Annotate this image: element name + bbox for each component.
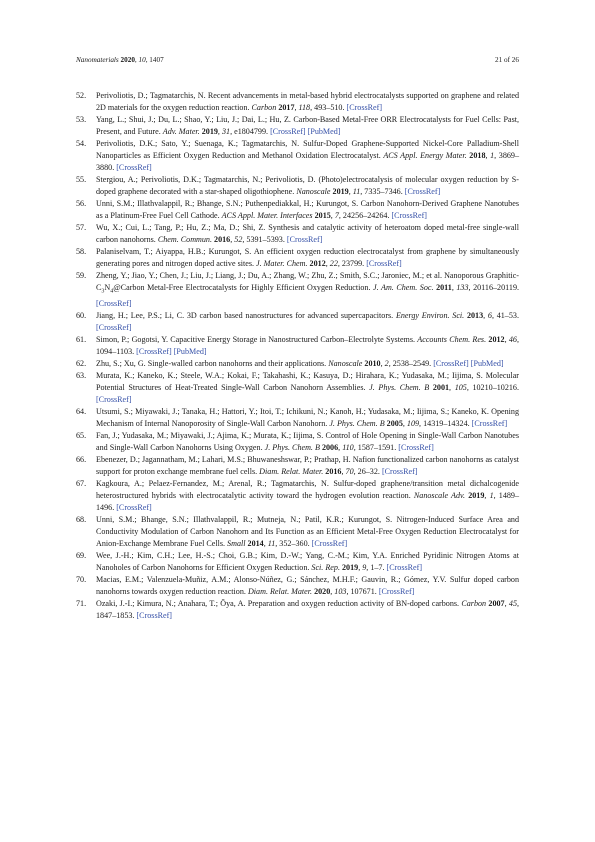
- reference-text: 1: [490, 151, 495, 160]
- reference-text: Nanoscale: [328, 358, 363, 368]
- reference-number: 62.: [76, 358, 87, 368]
- reference-number: 57.: [76, 223, 87, 232]
- reference-text: 2014: [247, 538, 264, 548]
- reference-text: Palaniselvam, T.; Aiyappa, H.B.; Kurungot, S. An efficient oxygen reduction electrocatalyst from graphene by simultaneously generating pores and nitrogen doped active sites.: [96, 247, 519, 268]
- reference-item: [76, 334, 519, 358]
- pubmed-link[interactable]: [PubMed]: [173, 346, 207, 356]
- reference-text: N: [104, 283, 111, 292]
- crossref-link[interactable]: [CrossRef]: [366, 259, 402, 268]
- reference-text: 109: [406, 418, 420, 428]
- crossref-link[interactable]: [CrossRef]: [286, 235, 323, 244]
- reference-text: Wee, J.-H.; Kim, C.H.; Lee, H.-S.; Choi, G.B.; Kim, D.-W.; Yang, C.-M.; Kim, Y.A. Enriched Pyridinic Nitrogen Atoms at Nanoholes of Carbon Nanohorns for Efficient Oxygen Reduction.: [96, 550, 519, 572]
- reference-text: ,: [484, 490, 490, 500]
- reference-text: ,: [504, 598, 509, 608]
- reference-text: ,: [217, 127, 222, 136]
- reference-text: , 23799.: [337, 259, 367, 268]
- reference-text: 118: [298, 103, 311, 112]
- subscript: 3: [101, 288, 105, 295]
- journal-name: Nanomaterials: [76, 56, 119, 64]
- reference-text: 2005: [386, 418, 403, 428]
- running-header: Nanomaterials 2020, 10, 1407: [76, 56, 164, 64]
- page-number: 21 of 26: [495, 56, 519, 64]
- crossref-link[interactable]: [CrossRef]: [96, 298, 132, 308]
- reference-text: 1: [489, 490, 494, 500]
- reference-text: Small: [227, 538, 246, 548]
- reference-text: 2016: [325, 466, 342, 476]
- reference-number: 67.: [76, 478, 87, 488]
- reference-item: [76, 454, 519, 478]
- crossref-link[interactable]: [CrossRef]: [398, 442, 434, 452]
- reference-text: 2012: [488, 334, 505, 344]
- crossref-link[interactable]: [CrossRef]: [386, 562, 423, 572]
- reference-text: , 1094–1103.: [96, 334, 519, 356]
- reference-text: Kagkoura, A.; Pelaez-Fernandez, M.; Arenal, R.; Tagmatarchis, N. Sulfur-doped graphene/transition metal dichalcogenide heterostructured hybrids with electrocatalytic activity toward the hydrogen evolution reaction.: [96, 478, 519, 500]
- reference-text: ,: [325, 259, 330, 268]
- reference-item: [76, 246, 519, 270]
- reference-text: ,: [358, 562, 363, 572]
- crossref-link[interactable]: [CrossRef]: [378, 586, 415, 596]
- reference-text: , 1587–1591.: [353, 442, 399, 452]
- reference-item: [76, 598, 519, 622]
- reference-text: Adv. Mater.: [162, 127, 200, 136]
- reference-text: 6: [487, 310, 492, 320]
- reference-text: ,: [341, 466, 346, 476]
- reference-text: ,: [294, 103, 299, 112]
- reference-item: [76, 222, 519, 246]
- reference-text: ,: [402, 418, 407, 428]
- reference-text: 22: [329, 259, 338, 268]
- reference-text: , 26–32.: [353, 466, 382, 476]
- reference-text: 45: [508, 598, 517, 608]
- crossref-link[interactable]: [CrossRef]: [136, 610, 172, 620]
- reference-text: 2013: [466, 310, 484, 320]
- reference-text: 2: [384, 358, 389, 368]
- reference-text: Utsumi, S.; Miyawaki, J.; Tanaka, H.; Hattori, Y.; Itoi, T.; Ichikuni, N.; Kanoh, H.; Yudasaka, M.; Iijima, S.; Kaneko, K. Opening Mechanism of Internal Nanoporosity of Single-Wall Carbon Nanohorn.: [96, 406, 519, 428]
- reference-text: 2006: [321, 442, 339, 452]
- reference-text: Perivoliotis, D.K.; Sato, Y.; Suenaga, K.; Tagmatarchis, N. Sulfur-Doped Graphene-Supported Nickel-Core Palladium-Shell Nanoparticles as Efficient Oxygen Reduction and Methanol Oxidation Electrocatalyst.: [96, 139, 519, 160]
- reference-text: Energy Environ. Sci.: [395, 310, 465, 320]
- reference-text: Nanoscale: [296, 187, 331, 196]
- reference-text: ,: [485, 151, 491, 160]
- reference-text: , 352–360.: [275, 538, 312, 548]
- reference-number: 52.: [76, 91, 87, 100]
- reference-item: [76, 270, 519, 310]
- reference-text: 2011: [436, 283, 452, 292]
- reference-text: 9: [362, 562, 367, 572]
- reference-text: , 1489–1496.: [96, 490, 520, 512]
- crossref-link[interactable]: [CrossRef]: [346, 103, 383, 112]
- reference-item: [76, 550, 519, 574]
- reference-text: , 14319–14324.: [419, 418, 472, 428]
- reference-text: , 24256–24264.: [338, 211, 392, 220]
- reference-number: 56.: [76, 199, 87, 208]
- reference-text: Unni, S.M.; Bhange, S.N.; Illathvalappil, R.; Mutneja, N.; Patil, K.R.; Kurungot, S. Nitrogen-Induced Surface Area and Conductivity Modulation of Carbon Nanohorn and Its Function as an Efficient Metal-Free Oxygen Reduction Electrocatalyst for Anion-Exchange Membrane Fuel Cells.: [96, 514, 519, 548]
- reference-text: , 41–53.: [491, 310, 519, 320]
- reference-text: Simon, P.; Gogotsi, Y. Capacitive Energy Storage in Nanostructured Carbon–Electrolyte Systems.: [96, 334, 418, 344]
- reference-text: Chem. Commun.: [157, 235, 212, 244]
- reference-number: 60.: [76, 310, 87, 320]
- crossref-link[interactable]: [CrossRef]: [96, 394, 132, 404]
- reference-text: J. Mater. Chem.: [256, 259, 308, 268]
- reference-text: Ebenezer, D.; Jagannatham, M.; Lahari, M.S.; Bhuwaneshswar, P.; Prathap, H. Nafion functionalized carbon nanohorns as catalyst support for proton exchange membrane fuel cells.: [96, 454, 519, 476]
- reference-text: Diam. Relat. Mater.: [259, 466, 324, 476]
- reference-text: ,: [380, 358, 385, 368]
- reference-text: ACS Appl. Energy Mater.: [383, 151, 467, 160]
- reference-text: ,: [230, 235, 235, 244]
- reference-text: , 1–7.: [366, 562, 387, 572]
- reference-text: Jiang, H.; Lee, P.S.; Li, C. 3D carbon based nanostructures for advanced supercapacitors.: [96, 310, 396, 320]
- reference-text: , 7335–7346.: [360, 187, 405, 196]
- reference-text: Perivoliotis, D.; Tagmatarchis, N. Recent advancements in metal-based hybrid electrocatalysts supported on graphene and related 2D materials for the oxygen reduction reaction.: [96, 91, 519, 112]
- reference-text: 2019: [342, 562, 359, 572]
- reference-text: 11: [352, 187, 361, 196]
- reference-item: [76, 198, 519, 222]
- reference-number: 58.: [76, 247, 87, 256]
- journal-year: 2020: [120, 56, 135, 64]
- reference-text: , 107671.: [346, 586, 379, 596]
- crossref-link[interactable]: [CrossRef]: [270, 127, 306, 136]
- reference-item: [76, 370, 519, 406]
- reference-text: ,: [504, 334, 509, 344]
- crossref-link[interactable]: [CrossRef]: [96, 322, 132, 332]
- reference-text: Unni, S.M.; Illathvalappil, R.; Bhange, S.N.; Puthenpediakkal, H.; Kurungot, S. Carbon Nanohorn-Derived Graphene Nanotubes as a Platinum-Free Fuel Cell Cathode.: [96, 199, 519, 220]
- pubmed-link[interactable]: [PubMed]: [470, 358, 504, 368]
- reference-text: 103: [334, 586, 347, 596]
- crossref-link[interactable]: [CrossRef]: [311, 538, 348, 548]
- reference-text: ACS Appl. Mater. Interfaces: [221, 211, 313, 220]
- reference-item: [76, 478, 519, 514]
- reference-text: 133: [456, 283, 469, 292]
- reference-number: 66.: [76, 454, 87, 464]
- pubmed-link[interactable]: [PubMed]: [307, 127, 341, 136]
- reference-number: 53.: [76, 115, 87, 124]
- reference-text: ,: [348, 187, 353, 196]
- reference-text: , 5391–5393.: [242, 235, 287, 244]
- reference-item: [76, 174, 519, 198]
- article-number: 1407: [149, 56, 164, 64]
- reference-text: ,: [338, 442, 343, 452]
- reference-number: 68.: [76, 514, 87, 524]
- reference-text: Nanoscale Adv.: [413, 490, 466, 500]
- reference-text: 2019: [468, 490, 485, 500]
- reference-item: [76, 114, 519, 138]
- reference-text: 2019: [201, 127, 218, 136]
- reference-text: J. Phys. Chem. B: [369, 382, 430, 392]
- reference-text: 2012: [309, 259, 326, 268]
- reference-text: Zhu, S.; Xu, G. Single-walled carbon nanohorns and their applications.: [96, 358, 329, 368]
- reference-text: 2001: [432, 382, 450, 392]
- reference-text: 105: [454, 382, 467, 392]
- reference-text: 110: [342, 442, 354, 452]
- crossref-link[interactable]: [CrossRef]: [433, 358, 469, 368]
- reference-text: Yang, L.; Shui, J.; Du, L.; Shao, Y.; Liu, J.; Dai, L.; Hu, Z. Carbon-Based Metal-Free ORR Electrocatalysts for Fuel Cells: Past, Present, and Future.: [96, 115, 519, 136]
- journal-volume: 10: [138, 56, 146, 64]
- reference-list: [76, 90, 519, 622]
- reference-text: ,: [483, 310, 488, 320]
- crossref-link[interactable]: [CrossRef]: [391, 211, 428, 220]
- crossref-link[interactable]: [CrossRef]: [116, 163, 152, 172]
- crossref-link[interactable]: [CrossRef]: [136, 346, 172, 356]
- reference-text: Murata, K.; Kaneko, K.; Steele, W.A.; Kokai, F.; Takahashi, K.; Kasuya, D.; Hirahara, K.; Yudasaka, M.; Iijima, S. Molecular Potential Structures of Heat-Treated Single-Wall Carbon Nanohorn Assemblies.: [96, 370, 519, 392]
- reference-text: J. Phys. Chem. B: [329, 418, 385, 428]
- reference-text: Accounts Chem. Res.: [417, 334, 487, 344]
- reference-text: , 3869–3880.: [96, 151, 520, 172]
- reference-number: 63.: [76, 370, 87, 380]
- reference-item: [76, 138, 519, 174]
- reference-item: [76, 574, 519, 598]
- reference-text: Macias, E.M.; Valenzuela-Muñiz, A.M.; Alonso-Núñez, G.; Sánchez, M.H.F.; Gauvin, R.; Gómez, Y.V. Sulfur doped carbon nanohorns towards oxygen reduction reaction.: [96, 574, 519, 596]
- reference-text: Wu, X.; Cui, L.; Tang, P.; Hu, Z.; Ma, D.; Shi, Z. Synthesis and catalytic activity of heteroatom doped metal-free single-wall carbon nanohorns.: [96, 223, 519, 244]
- reference-text: 31: [221, 127, 231, 136]
- reference-number: 69.: [76, 550, 87, 560]
- reference-text: @Carbon Metal-Free Electrocatalysts for Highly Efficient Oxygen Reduction.: [113, 283, 374, 292]
- reference-number: 54.: [76, 139, 87, 148]
- crossref-link[interactable]: [CrossRef]: [116, 502, 152, 512]
- reference-text: ,: [263, 538, 268, 548]
- reference-text: ,: [449, 382, 455, 392]
- reference-text: 11: [267, 538, 276, 548]
- reference-text: , 493–510.: [310, 103, 347, 112]
- reference-text: , e1804799.: [230, 127, 271, 136]
- reference-text: Diam. Relat. Mater.: [247, 586, 313, 596]
- reference-number: 71.: [76, 598, 87, 608]
- reference-item: [76, 358, 519, 370]
- reference-text: , 10210–10216.: [466, 382, 520, 392]
- reference-item: [76, 406, 519, 430]
- reference-text: Zheng, Y.; Jiao, Y.; Chen, J.; Liu, J.; Liang, J.; Du, A.; Zhang, W.; Zhu, Z.; Smith, S.C.; Jaroniec, M.; et al. Nanoporous Graphitic-C: [96, 271, 519, 292]
- reference-number: 59.: [76, 271, 87, 280]
- reference-item: [76, 90, 519, 114]
- crossref-link[interactable]: [CrossRef]: [404, 187, 441, 196]
- reference-text: 2018: [469, 151, 486, 160]
- reference-item: [76, 514, 519, 550]
- reference-text: ,: [330, 586, 335, 596]
- reference-text: , 2538–2549.: [388, 358, 434, 368]
- reference-text: J. Am. Chem. Soc.: [373, 283, 434, 292]
- reference-text: 2016: [214, 235, 231, 244]
- crossref-link[interactable]: [CrossRef]: [381, 466, 418, 476]
- reference-number: 64.: [76, 406, 87, 416]
- reference-text: 2020: [314, 586, 331, 596]
- reference-item: [76, 430, 519, 454]
- reference-text: Ozaki, J.-I.; Kimura, N.; Anahara, T.; Ōya, A. Preparation and oxygen reduction activity of BN-doped carbons.: [96, 598, 462, 608]
- reference-text: 2015: [314, 211, 331, 220]
- reference-number: 55.: [76, 175, 87, 184]
- reference-text: 7: [334, 211, 339, 220]
- reference-text: 70: [345, 466, 354, 476]
- reference-text: , 1847–1853.: [96, 598, 520, 620]
- reference-text: Sci. Rep.: [311, 562, 340, 572]
- reference-text: Fan, J.; Yudasaka, M.; Miyawaki, J.; Ajima, K.; Murata, K.; Iijima, S. Control of Hole Opening in Single-Wall Carbon Nanotubes and Single-Wall Carbon Nanohorns Using Oxygen.: [96, 430, 519, 452]
- reference-text: , 20116–20119.: [468, 283, 520, 292]
- reference-text: 2007: [488, 598, 505, 608]
- reference-number: 65.: [76, 430, 87, 440]
- reference-item: [76, 310, 519, 334]
- subscript: 4: [110, 288, 114, 295]
- reference-text: 46: [508, 334, 517, 344]
- reference-text: 2017: [278, 103, 295, 112]
- reference-text: Carbon: [461, 598, 487, 608]
- reference-text: 2019: [332, 187, 349, 196]
- reference-text: 52: [234, 235, 243, 244]
- reference-text: J. Phys. Chem. B: [264, 442, 320, 452]
- reference-number: 61.: [76, 334, 87, 344]
- reference-text: ,: [451, 283, 457, 292]
- crossref-link[interactable]: [CrossRef]: [471, 418, 508, 428]
- reference-text: Stergiou, A.; Perivoliotis, D.K.; Tagmatarchis, N.; Perivoliotis, D. (Photo)electrocatalysis of molecular oxygen reduction by S-doped graphene decorated with a star-shaped oligothiophene.: [96, 175, 519, 196]
- reference-number: 70.: [76, 574, 87, 584]
- reference-text: ,: [330, 211, 335, 220]
- reference-text: 2010: [364, 358, 381, 368]
- reference-text: Carbon: [251, 103, 277, 112]
